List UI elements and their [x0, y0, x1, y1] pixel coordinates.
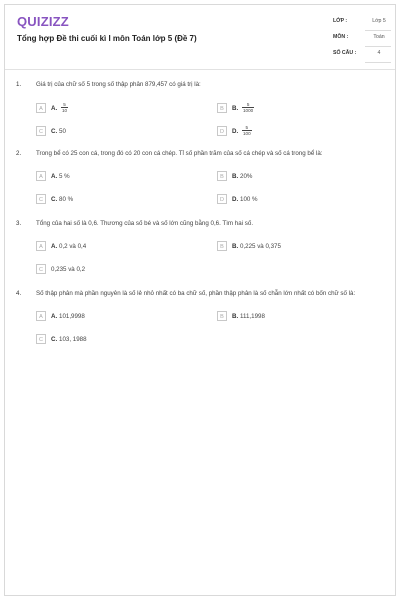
option-text: 0,225 và 0,375 — [240, 243, 281, 250]
question-text: Số thập phân mà phần nguyên là số lẻ nhỏ nhất có ba chữ số, phần thập phân là số chẵn lớn nhất có bốn chữ số là: — [36, 290, 356, 297]
option-checkbox[interactable]: B — [217, 311, 227, 321]
worksheet — [4, 4, 396, 596]
question-number: 4. — [16, 290, 22, 297]
meta-value: 4 — [377, 50, 381, 56]
option-letter: B. — [232, 243, 239, 250]
meta-label: LỚP : — [333, 18, 348, 24]
option-checkbox[interactable]: D — [217, 194, 227, 204]
option-letter: C. — [51, 128, 58, 135]
meta-row-question-count — [327, 48, 391, 64]
option-text: 20% — [240, 173, 253, 180]
option-letter: D. — [232, 128, 239, 135]
option-fraction — [242, 102, 254, 113]
option-letter: A. — [51, 243, 58, 250]
worksheet-title: Tổng hợp Đề thi cuối kì I môn Toán lớp 5 (Đề 7) — [17, 34, 197, 43]
option-letter: B. — [232, 173, 239, 180]
question-number: 2. — [16, 150, 22, 157]
option-checkbox[interactable]: B — [217, 241, 227, 251]
fraction-numerator: 5 — [242, 125, 252, 131]
meta-label: SỐ CÂU : — [333, 50, 357, 56]
option-text: 80 % — [59, 196, 74, 203]
option-checkbox[interactable]: D — [217, 126, 227, 136]
option-text: 0,235 và 0,2 — [51, 266, 86, 273]
meta-label: MÔN : — [333, 34, 349, 40]
option-text: 0,2 và 0,4 — [59, 243, 87, 250]
option-checkbox[interactable]: C — [36, 194, 46, 204]
meta-row-subject — [327, 32, 391, 48]
option-letter: B. — [232, 105, 239, 112]
worksheet-meta — [327, 16, 391, 64]
quizizz-logo: QUIZIZZ — [17, 14, 69, 29]
option-text: 100 % — [240, 196, 258, 203]
option-letter: A. — [51, 313, 58, 320]
fraction-denominator: 100 — [243, 131, 251, 136]
option-checkbox[interactable]: B — [217, 171, 227, 181]
option-checkbox[interactable]: C — [36, 264, 46, 274]
meta-value: Lớp 5 — [372, 18, 386, 24]
question-text: Tổng của hai số là 0,6. Thương của số bé và số lớn cũng bằng 0,6. Tìm hai số. — [36, 220, 254, 227]
question-text: Trong bể có 25 con cá, trong đó có 20 con cá chép. Tỉ số phần trăm của số cá chép và số cá trong bể là: — [36, 150, 323, 157]
option-letter: C. — [51, 196, 58, 203]
option-letter: D. — [232, 196, 239, 203]
question-number: 3. — [16, 220, 22, 227]
option-checkbox[interactable]: A — [36, 311, 46, 321]
fraction-denominator: 10 — [62, 108, 68, 113]
option-checkbox[interactable]: C — [36, 126, 46, 136]
option-letter: C. — [51, 336, 58, 343]
option-text: 111,1998 — [240, 313, 265, 320]
meta-underline — [365, 30, 391, 31]
question-2 — [5, 150, 395, 210]
worksheet-header — [5, 5, 395, 70]
question-1 — [5, 81, 395, 141]
option-checkbox[interactable]: A — [36, 103, 46, 113]
option-text: 50 — [59, 128, 66, 135]
question-4 — [5, 290, 395, 350]
option-fraction — [61, 102, 68, 113]
option-letter: A. — [51, 173, 58, 180]
question-3 — [5, 220, 395, 280]
fraction-numerator: 5 — [242, 102, 254, 108]
option-text: 101,9998 — [59, 313, 85, 320]
option-fraction — [242, 125, 252, 136]
fraction-denominator: 1000 — [243, 108, 254, 113]
meta-value: Toán — [373, 34, 385, 40]
option-text: 103, 1988 — [59, 336, 87, 343]
option-checkbox[interactable]: C — [36, 334, 46, 344]
fraction-numerator: 5 — [61, 102, 68, 108]
question-number: 1. — [16, 81, 22, 88]
option-letter: A. — [51, 105, 58, 112]
option-letter: B. — [232, 313, 239, 320]
option-text: 5 % — [59, 173, 70, 180]
option-checkbox[interactable]: A — [36, 241, 46, 251]
question-text: Giá trị của chữ số 5 trong số thập phân 879,457 có giá trị là: — [36, 81, 201, 88]
option-checkbox[interactable]: B — [217, 103, 227, 113]
option-checkbox[interactable]: A — [36, 171, 46, 181]
meta-row-grade — [327, 16, 391, 32]
meta-underline — [365, 62, 391, 63]
meta-underline — [365, 46, 391, 47]
